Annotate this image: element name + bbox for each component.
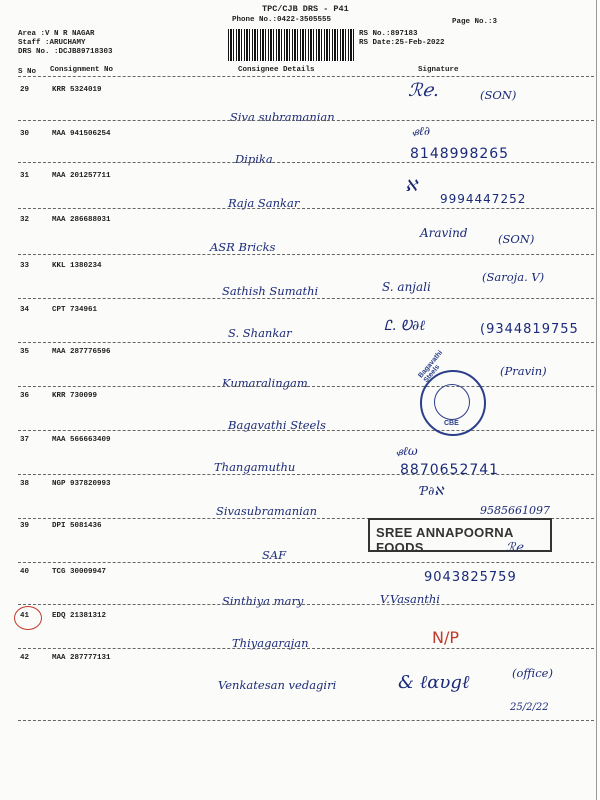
row-consignee: Thangamuthu bbox=[214, 460, 296, 474]
company-rect-stamp bbox=[368, 518, 552, 555]
row-sno: 40 bbox=[20, 568, 30, 576]
row-signature-note: (SON) bbox=[498, 232, 535, 246]
row-signature: V.Vasanthi bbox=[380, 592, 440, 606]
col-header-consignment: Consignment No bbox=[50, 66, 114, 74]
row-consignee: Sinthiya mary bbox=[222, 594, 304, 608]
row-sno: 36 bbox=[20, 392, 30, 400]
row-phone-note: 8148998265 bbox=[410, 146, 510, 162]
signature-scribble: ℛℯ. bbox=[408, 80, 439, 101]
row-signature-note: (Pravin) bbox=[500, 364, 547, 378]
signature-scribble: ᏸℓω bbox=[396, 444, 418, 458]
signature-scribble: ᏸℓ∂ bbox=[412, 124, 431, 138]
scan-edge-line bbox=[596, 0, 597, 800]
row-sno: 34 bbox=[20, 306, 30, 314]
row-consignment: MAA 287776596 bbox=[52, 348, 111, 356]
row-sno: 32 bbox=[20, 216, 30, 224]
row-phone-note: 9043825759 bbox=[424, 570, 517, 585]
col-header-sno: S No bbox=[18, 68, 37, 76]
company-round-stamp bbox=[417, 349, 486, 436]
row-sno: 37 bbox=[20, 436, 30, 444]
row-signature: Aravind bbox=[420, 226, 468, 240]
row-separator bbox=[18, 720, 594, 721]
row-consignment: KRR 730099 bbox=[52, 392, 98, 400]
row-consignment: MAA 201257711 bbox=[52, 172, 111, 180]
signature-scribble: Ꮭ. Ꭷ∂ℓ bbox=[384, 318, 426, 334]
stamp-city: CBE bbox=[444, 420, 459, 427]
header-separator bbox=[18, 76, 594, 77]
row-consignment: NGP 937820993 bbox=[52, 480, 111, 488]
row-signature-note: (Saroja. V) bbox=[482, 270, 545, 284]
row-signature-note: (SON) bbox=[480, 88, 517, 102]
row-signature: S. anjali bbox=[382, 280, 431, 294]
row-sno: 42 bbox=[20, 654, 30, 662]
staff-label: Staff :ARUCHAMY bbox=[18, 39, 86, 47]
stamp-company-name: Bagavathi Steels bbox=[417, 349, 445, 384]
row-consignment: MAA 566663409 bbox=[52, 436, 111, 444]
row-consignee: Venkatesan vedagiri bbox=[218, 678, 337, 692]
row-sno: 38 bbox=[20, 480, 30, 488]
row-sno: 35 bbox=[20, 348, 30, 356]
row-separator bbox=[18, 562, 594, 563]
page-number: Page No.:3 bbox=[452, 18, 498, 26]
row-consignment: MAA 286688031 bbox=[52, 216, 111, 224]
row-separator bbox=[18, 254, 594, 255]
row-phone-note: 9585661097 bbox=[480, 504, 550, 517]
row-phone-note: 9994447252 bbox=[440, 192, 527, 206]
row-consignee: Thiyagarajan bbox=[232, 636, 309, 650]
row-consignment: KRR 5324019 bbox=[52, 86, 102, 94]
row-consignment: EDQ 21381312 bbox=[52, 612, 107, 620]
row-consignee: Siva subramanian bbox=[230, 110, 335, 124]
drs-number: DRS No. :DCJB89718303 bbox=[18, 48, 113, 56]
row-separator bbox=[18, 298, 594, 299]
signature-scribble: ℵ bbox=[405, 176, 417, 195]
stamp-inner-ring bbox=[434, 384, 470, 420]
row-consignee: Sathish Sumathi bbox=[222, 284, 319, 298]
row-consignee: Raja Sankar bbox=[228, 196, 300, 210]
row-separator bbox=[18, 474, 594, 475]
document-title: TPC/CJB DRS - P41 bbox=[262, 4, 349, 14]
col-header-signature: Signature bbox=[418, 66, 459, 74]
phone-number: Phone No.:0422-3505555 bbox=[232, 16, 332, 24]
row-consignment: DPI 5081436 bbox=[52, 522, 102, 530]
signature-scribble: Ƥ∂ℵ bbox=[420, 484, 444, 498]
row-signature-note: (office) bbox=[512, 666, 553, 680]
row-consignment: TCG 30009947 bbox=[52, 568, 107, 576]
row-phone-note: 8870652741 bbox=[400, 462, 500, 478]
row-sno: 33 bbox=[20, 262, 30, 270]
row-sno: 39 bbox=[20, 522, 30, 530]
signature-scribble: & ℓαυgℓ bbox=[398, 672, 470, 693]
row-consignment: KKL 1380234 bbox=[52, 262, 102, 270]
row-consignment: CPT 734961 bbox=[52, 306, 98, 314]
row-consignment: MAA 287777131 bbox=[52, 654, 111, 662]
row-sno: 29 bbox=[20, 86, 30, 94]
area-label: Area :V N R NAGAR bbox=[18, 30, 95, 38]
not-present-mark: N/P bbox=[432, 628, 460, 647]
row-consignee: Bagavathi Steels bbox=[228, 418, 326, 432]
row-consignment: MAA 941506254 bbox=[52, 130, 111, 138]
row-consignee: Sivasubramanian bbox=[216, 504, 318, 518]
stamp-company-name: SREE ANNAPOORNA FOODS bbox=[376, 525, 514, 555]
row-separator bbox=[18, 120, 594, 121]
row-consignee: Dipika bbox=[235, 152, 273, 166]
row-separator bbox=[18, 162, 594, 163]
signature-scribble: ℛℯ bbox=[506, 540, 523, 554]
row-separator bbox=[18, 342, 594, 343]
row-separator bbox=[18, 604, 594, 605]
row-consignee: S. Shankar bbox=[228, 326, 292, 340]
row-sno: 31 bbox=[20, 172, 30, 180]
row-sno: 30 bbox=[20, 130, 30, 138]
col-header-consignee: Consignee Details bbox=[238, 66, 315, 74]
rs-date: RS Date:25-Feb-2022 bbox=[359, 39, 445, 47]
barcode bbox=[228, 29, 354, 61]
row-phone-note: (9344819755 bbox=[480, 322, 579, 337]
row-separator bbox=[18, 386, 594, 387]
row-consignee: SAF bbox=[262, 548, 287, 562]
row-sno: 41 bbox=[20, 612, 30, 620]
row-separator bbox=[18, 648, 594, 649]
row-separator bbox=[18, 208, 594, 209]
row-separator bbox=[18, 430, 594, 431]
row-consignee: Kumaralingam bbox=[222, 376, 308, 390]
rs-number: RS No.:897183 bbox=[359, 30, 418, 38]
signature-date: 25/2/22 bbox=[510, 702, 549, 713]
row-consignee: ASR Bricks bbox=[210, 240, 276, 254]
